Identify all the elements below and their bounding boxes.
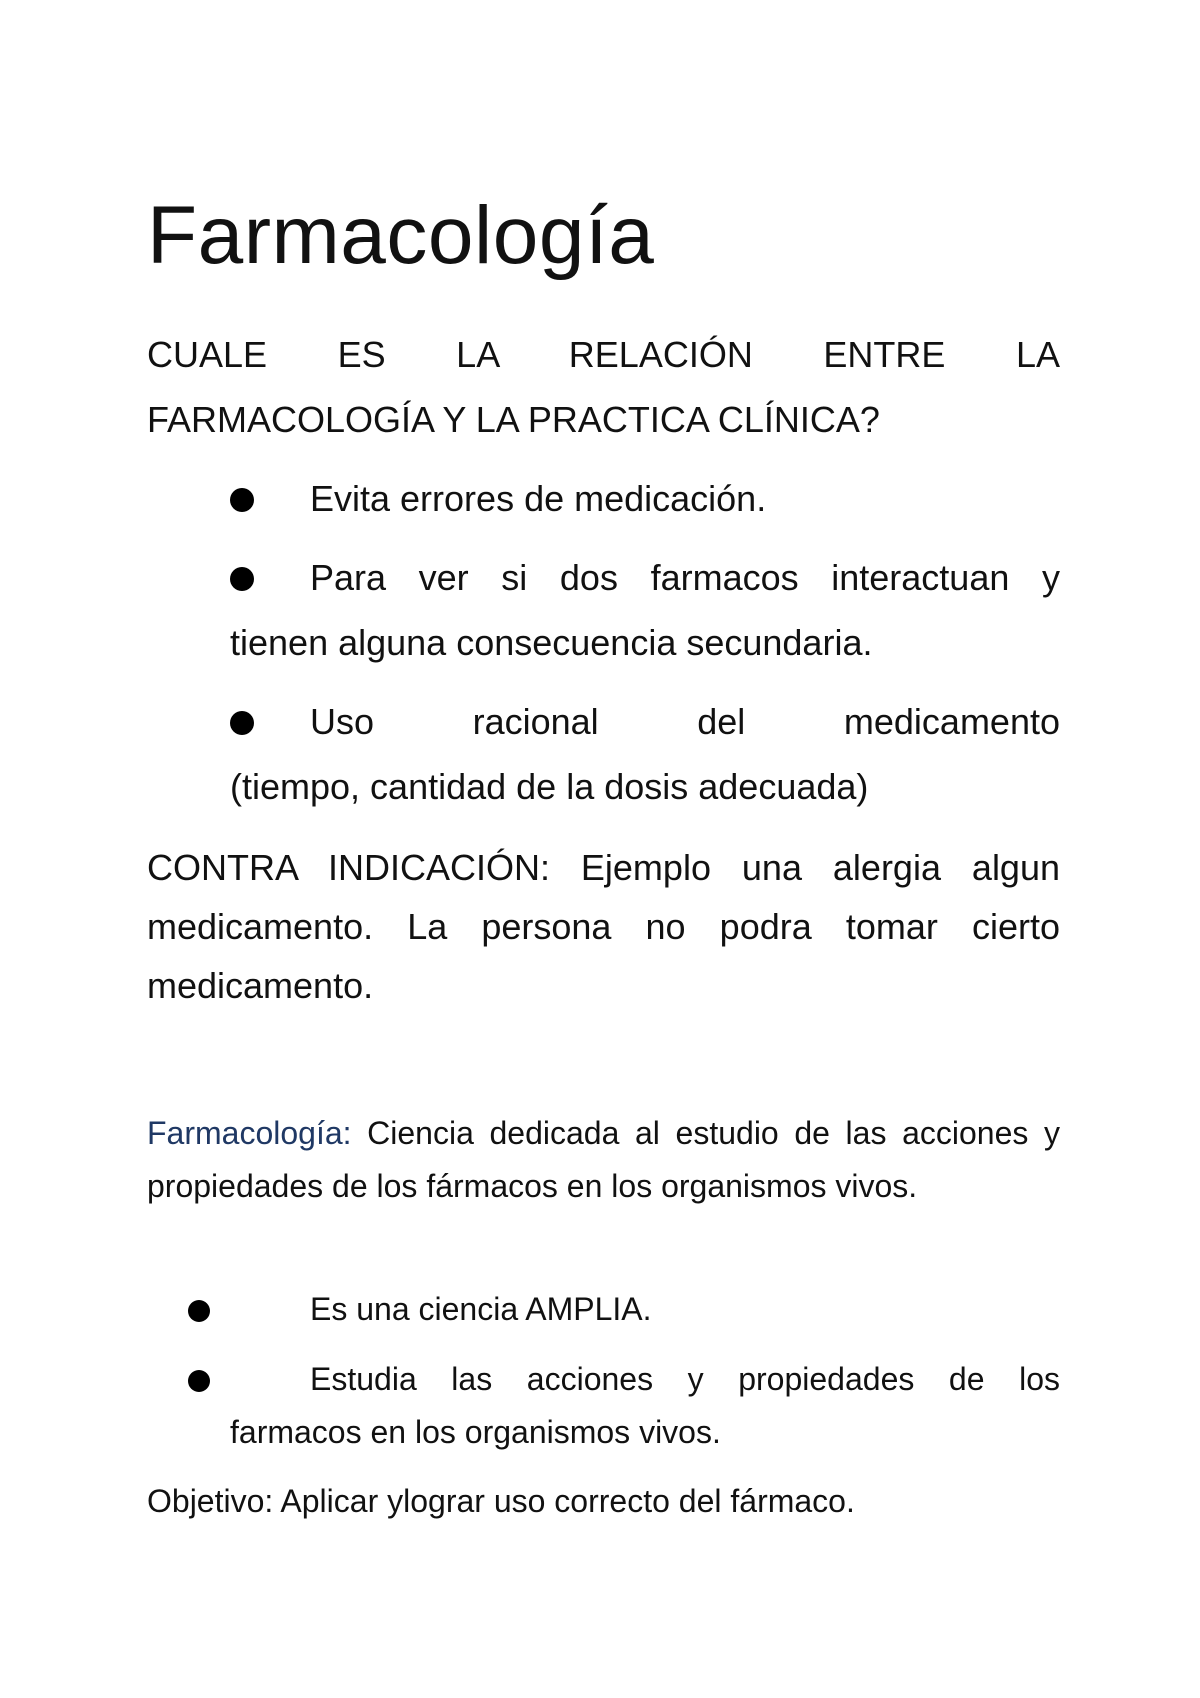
list-item-text-continued: farmacos en los organismos vivos. bbox=[230, 1414, 721, 1450]
question-heading bbox=[147, 322, 1060, 452]
list-item-text: Uso racional del medicamento bbox=[310, 701, 1060, 742]
list-item bbox=[230, 1353, 1060, 1459]
list-item-text-continued: (tiempo, cantidad de la dosis adecuada) bbox=[230, 766, 869, 807]
bullet-dot-icon bbox=[188, 1300, 210, 1322]
list-item-text-continued: tienen alguna consecuencia secundaria. bbox=[230, 622, 873, 663]
list-item bbox=[230, 466, 1060, 531]
list-item-text: Estudia las acciones y propiedades de los bbox=[310, 1361, 1060, 1397]
definition-bullet-list bbox=[230, 1283, 1060, 1476]
definition-paragraph bbox=[147, 1107, 1060, 1213]
list-item bbox=[230, 689, 1060, 819]
page-title: Farmacología bbox=[147, 190, 655, 281]
bullet-dot-icon bbox=[230, 488, 254, 512]
definition-term: Farmacología: bbox=[147, 1115, 352, 1151]
objective-paragraph: Objetivo: Aplicar ylograr uso correcto del fármaco. bbox=[147, 1483, 855, 1519]
bullet-dot-icon bbox=[230, 567, 254, 591]
list-item bbox=[230, 545, 1060, 675]
question-line-1: CUALE ES LA RELACIÓN ENTRE LA bbox=[147, 334, 1060, 375]
contraindication-paragraph: CONTRA INDICACIÓN: Ejemplo una alergia algun medicamento. La persona no podra tomar cierto medicamento. bbox=[147, 847, 1060, 1006]
relation-bullet-list bbox=[230, 466, 1060, 833]
question-line-2: FARMACOLOGÍA Y LA PRACTICA CLÍNICA? bbox=[147, 399, 880, 440]
list-item-text: Para ver si dos farmacos interactuan y bbox=[310, 557, 1060, 598]
bullet-dot-icon bbox=[188, 1370, 210, 1392]
list-item bbox=[230, 1283, 1060, 1336]
list-item-text: Evita errores de medicación. bbox=[310, 478, 767, 519]
definition-text: Ciencia dedicada al estudio de las acciones y propiedades de los fármacos en los organismos vivos. bbox=[147, 1115, 1060, 1204]
list-item-text: Es una ciencia AMPLIA. bbox=[310, 1291, 652, 1327]
bullet-dot-icon bbox=[230, 711, 254, 735]
